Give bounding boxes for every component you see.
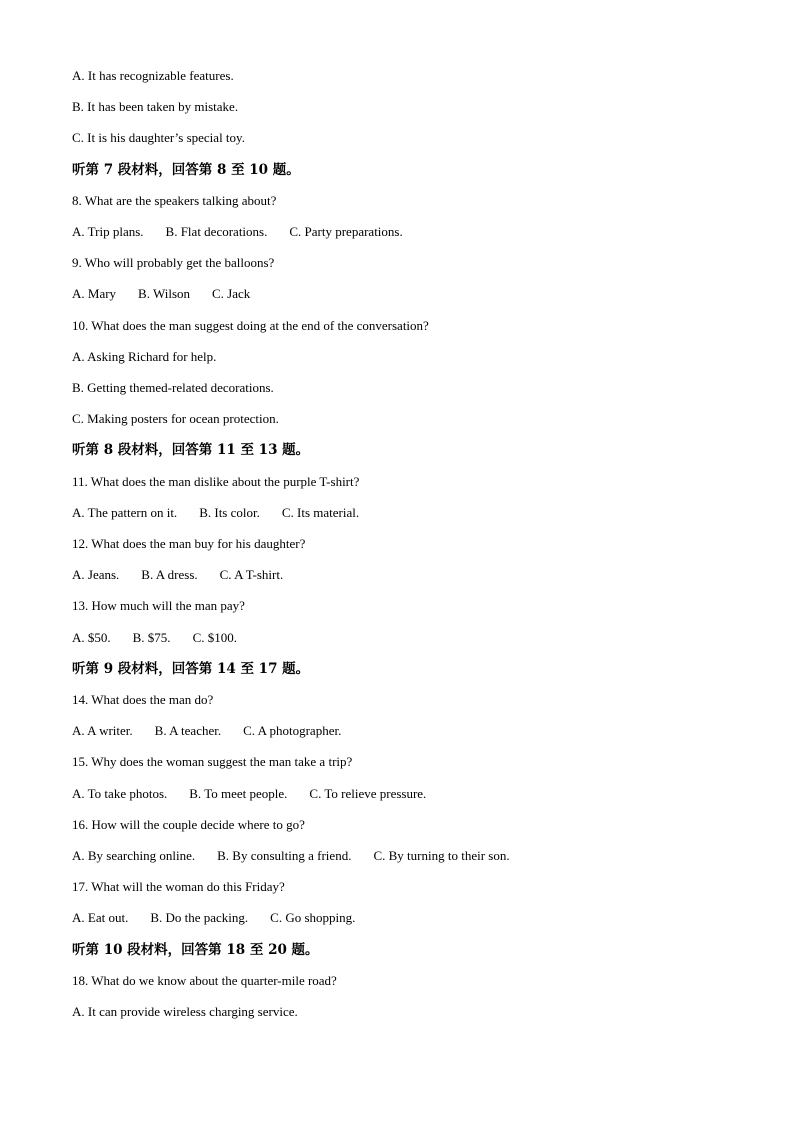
options-row (72, 224, 425, 240)
question: 14. What does the man do? (72, 692, 214, 707)
option: A. Trip plans. (72, 224, 144, 239)
options-row (72, 505, 381, 521)
option: A. The pattern on it. (72, 504, 178, 520)
question: 10. What does the man suggest doing at the end of the conversation? (72, 317, 429, 333)
option: B. A dress. (141, 567, 198, 583)
options-row (72, 286, 272, 302)
options-row (72, 848, 532, 864)
option: A. Eat out. (72, 910, 129, 926)
option: C. Its material. (281, 504, 360, 520)
option: B. Flat decorations. (165, 224, 268, 239)
option: C. A T-shirt. (219, 567, 284, 583)
option: B. To meet people. (189, 785, 288, 801)
option: A. A writer. (72, 723, 133, 739)
question: 18. What do we know about the quarter-mile road? (72, 972, 337, 988)
option: B. A teacher. (154, 723, 222, 739)
question: 8. What are the speakers talking about? (72, 192, 277, 208)
option: B. Its color. (199, 504, 260, 520)
option: C. Making posters for ocean protection. (72, 411, 279, 427)
options-row (72, 910, 377, 926)
option: B. Wilson (138, 286, 191, 302)
option: B. It has been taken by mistake. (72, 99, 239, 115)
question: 9. Who will probably get the balloons? (72, 255, 275, 271)
option: A. Jeans. (72, 567, 120, 583)
option: C. It is his daughter’s special toy. (72, 130, 245, 146)
question: 13. How much will the man pay? (72, 598, 245, 614)
option: A. Asking Richard for help. (72, 348, 217, 364)
option: A. It has recognizable features. (72, 68, 234, 83)
option: C. A photographer. (243, 723, 342, 739)
option: B. By consulting a friend. (217, 848, 352, 863)
option: B. Do the packing. (150, 910, 249, 926)
options-row (72, 630, 259, 646)
options-row (72, 723, 363, 739)
option: A. To take photos. (72, 785, 168, 801)
section-heading: 听第 7 段材料，回答第 8 至 10 题。 (72, 161, 300, 178)
option: A. $50. (72, 629, 111, 645)
section-heading: 听第 10 段材料，回答第 18 至 20 题。 (72, 941, 319, 958)
options-row (72, 786, 448, 802)
section-heading: 听第 9 段材料，回答第 14 至 17 题。 (72, 660, 310, 677)
option: C. $100. (192, 629, 237, 645)
question: 12. What does the man buy for his daughter? (72, 536, 306, 551)
option: C. To relieve pressure. (309, 785, 427, 801)
option: C. Jack (212, 286, 251, 302)
option: A. Mary (72, 286, 117, 302)
option: B. Getting themed-related decorations. (72, 380, 274, 395)
question: 17. What will the woman do this Friday? (72, 879, 285, 895)
option: C. Go shopping. (270, 910, 356, 926)
option: C. By turning to their son. (373, 848, 510, 863)
section-heading: 听第 8 段材料，回答第 11 至 13 题。 (72, 442, 310, 459)
question: 16. How will the couple decide where to go? (72, 816, 305, 832)
question: 15. Why does the woman suggest the man take a trip? (72, 754, 353, 770)
option: C. Party preparations. (289, 224, 403, 239)
question: 11. What does the man dislike about the purple T-shirt? (72, 473, 360, 489)
option: A. By searching online. (72, 848, 196, 863)
option: A. It can provide wireless charging service. (72, 1004, 298, 1019)
option: B. $75. (132, 629, 171, 645)
options-row (72, 567, 305, 583)
